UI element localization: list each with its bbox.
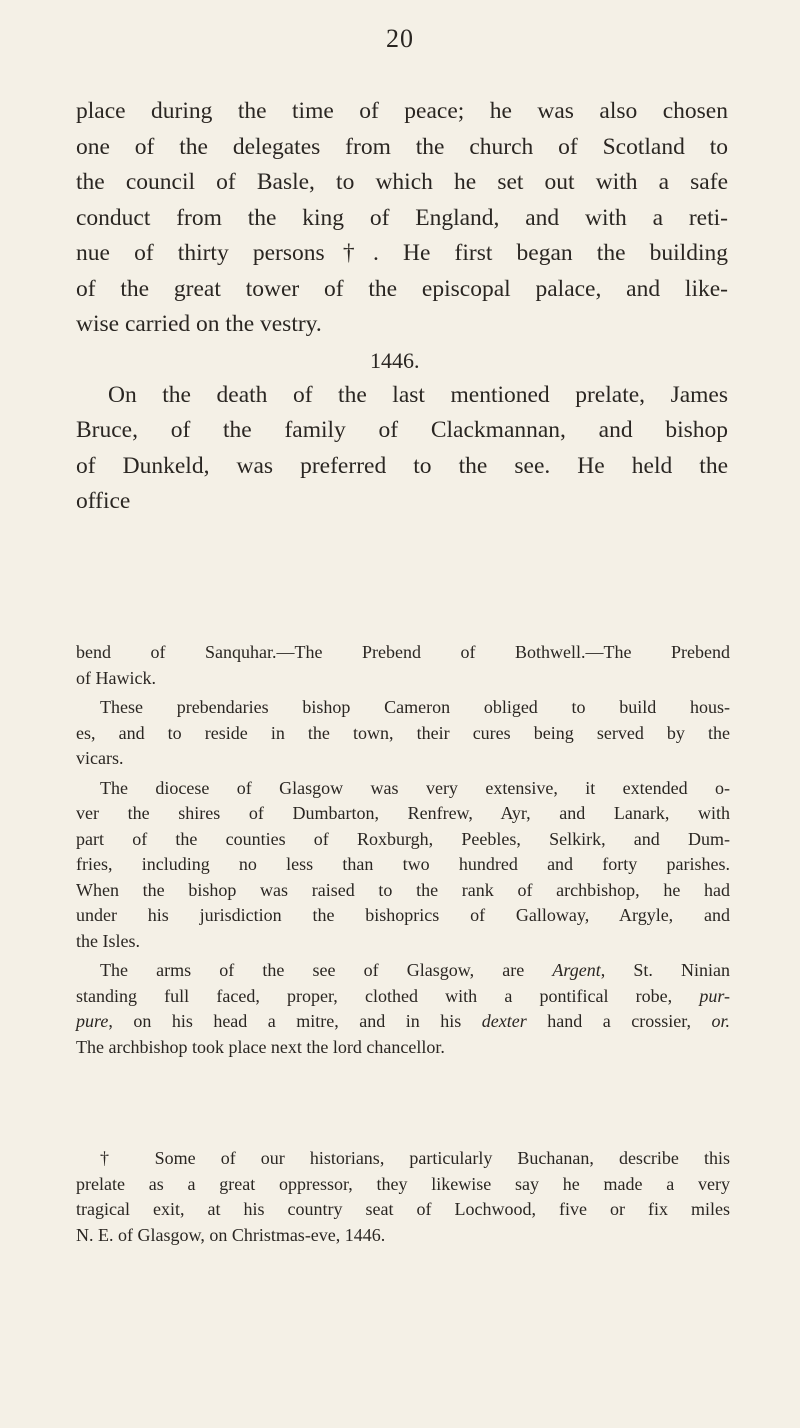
note-line: of Hawick. bbox=[76, 667, 156, 688]
notes-block bbox=[76, 640, 730, 1060]
note-italic: dexter bbox=[481, 1011, 527, 1031]
note-line: The diocese of Glasgow was very extensive, it extended o- bbox=[100, 777, 730, 798]
text-line: wise carried on the vestry. bbox=[76, 311, 322, 337]
note-line: bend of Sanquhar.—The Prebend of Bothwell.—The Prebend bbox=[76, 642, 730, 662]
main-text-block bbox=[76, 94, 728, 520]
text-line: Bruce, of the family of Clackmannan, and bishop bbox=[76, 417, 728, 443]
text-line: On the death of the last mentioned prelate, James bbox=[108, 381, 728, 408]
note-text: , St. Ninian bbox=[600, 960, 730, 980]
note-text: , on his head a mitre, and in his bbox=[108, 1011, 482, 1031]
text-line: of the great tower of the episcopal palace, and like- bbox=[76, 275, 728, 302]
note-italic: Argent bbox=[552, 960, 601, 980]
note-line: The archbishop took place next the lord chancellor. bbox=[76, 1036, 445, 1057]
text-line: place during the time of peace; he was also chosen bbox=[76, 98, 728, 124]
text-line: of Dunkeld, was preferred to the see. He held the bbox=[76, 452, 728, 479]
note-line: vicars. bbox=[76, 748, 124, 768]
text-line: nue of thirty persons†. He first began the building bbox=[76, 240, 728, 266]
note-text: standing full faced, proper, clothed with a pontifical robe, bbox=[76, 985, 700, 1006]
note-line: When the bishop was raised to the rank of archbishop, he had bbox=[76, 879, 730, 900]
text-line: one of the delegates from the church of Scotland to bbox=[76, 133, 728, 160]
note-line: These prebendaries bishop Cameron obliged to build hous- bbox=[100, 697, 730, 717]
page-number: 20 bbox=[386, 24, 414, 53]
note-italic: or. bbox=[711, 1011, 730, 1031]
footnote-line: tragical exit, at his country seat of Lochwood, five or fix miles bbox=[76, 1199, 730, 1219]
note-italic: pur- bbox=[699, 985, 730, 1006]
text-line: the council of Basle, to which he set out with a safe bbox=[76, 169, 728, 195]
note-line bbox=[76, 958, 730, 984]
note-text: The arms of the see of Glasgow, are bbox=[100, 960, 553, 980]
text-line: conduct from the king of England, and with a reti- bbox=[76, 204, 728, 231]
footnote-block bbox=[76, 1146, 730, 1248]
note-line bbox=[76, 1009, 730, 1035]
catchword: office bbox=[76, 488, 131, 514]
note-line: under his jurisdiction the bishoprics of Galloway, Argyle, and bbox=[76, 905, 730, 925]
footnote-line: prelate as a great oppressor, they likewise say he made a very bbox=[76, 1173, 730, 1194]
year-heading: 1446. bbox=[370, 347, 420, 373]
note-line: ver the shires of Dumbarton, Renfrew, Ayr, and Lanark, with bbox=[76, 803, 730, 823]
note-text: hand a crossier, bbox=[526, 1011, 712, 1031]
footnote-line: † Some of our historians, particularly Buchanan, describe this bbox=[100, 1148, 730, 1168]
note-line bbox=[76, 984, 730, 1010]
note-line: the Isles. bbox=[76, 930, 140, 951]
note-line: part of the counties of Roxburgh, Peebles, Selkirk, and Dum- bbox=[76, 828, 730, 849]
footnote-line: N. E. of Glasgow, on Christmas-eve, 1446. bbox=[76, 1224, 386, 1245]
note-line: es, and to reside in the town, their cures being served by the bbox=[76, 722, 730, 743]
note-line: fries, including no less than two hundred and forty parishes. bbox=[76, 854, 730, 874]
note-italic: pure bbox=[76, 1011, 109, 1031]
